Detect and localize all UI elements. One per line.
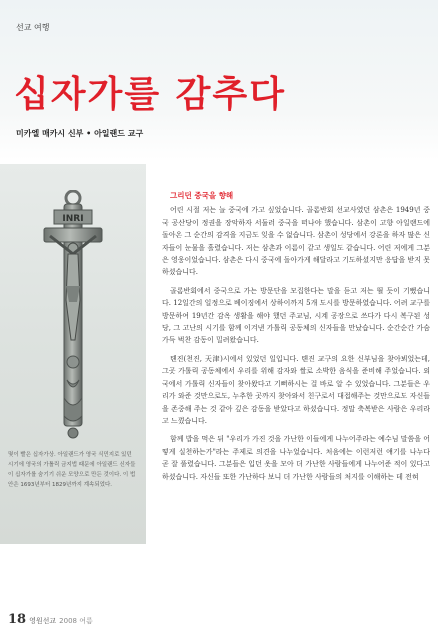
paragraph: 톈진(천진, 天津)시에서 있었던 일입니다. 톈진 교구의 요한 신부님을 찾아뵈었는데, 그곳 가톨릭 공동체에서 우리를 위해 감자와 쌀로 소박한 음식을 준비해 주었습니다. 외국에서 가톨릭 신자들이 찾아왔다고 기뻐하시는 걸 바로 알 수 있었습니다. 그분들은 우리가 와준 것만으로도, 누추한 곳까지 찾아와서 친구로서 대접해주는 것만으로도 자신들을 존중해 주는 것 같아 깊은 감동을 받았다고 하셨습니다. 정말 축복받은 사람은 우리라고 느꼈습니다. <box>162 354 430 425</box>
magazine-name: 영원선교 <box>29 617 57 625</box>
crucifix-image <box>40 190 106 440</box>
article-body <box>162 190 430 489</box>
article-subheading: 그리던 중국을 향해 <box>170 191 234 200</box>
magazine-issue: 2008 여름 <box>59 617 93 625</box>
article-title: 십자가를 감추다 <box>14 74 286 115</box>
paragraph: 함께 밥을 먹은 뒤 "우리가 가진 것을 가난한 이들에게 나누어주라는 예수님 말씀을 어떻게 실천하는가"라는 주제로 의견을 나누었습니다. 처음에는 이런저런 얘기를 나누다 곧 잘 풀렸습니다. 그분들은 입던 옷을 모아 더 가난한 사람들에게 나누어준 적이 있다고 하셨습니다. 자신들 또한 가난하다 보니 더 가난한 사람들의 처지를 이해하는 데 전혀 <box>162 435 430 481</box>
photo-caption: 몇이 빨은 십자가상. 아일랜드가 영국 식민지로 있던 시기에 영국의 가톨릭 금지법 때문에 아일랜드 신자들이 십자가를 숨기기 쉬운 모양으로 만든 것이다. 이 법안은 1693년부터 1829년까지 계속되었다. <box>8 452 136 488</box>
inri-plaque: INRI <box>62 214 84 224</box>
paragraph: 어린 시절 저는 늘 중국에 가고 싶었습니다. 골롬반회 선교사였던 삼촌은 1949년 중국 공산당이 정권을 장악하자 서둘러 중국을 떠나야 했습니다. 삼촌이 고향 아일랜드에 돌아온 그 순간의 감격을 지금도 잊을 수 없습니다. 삼촌이 성당에서 강론을 하자 많은 신자들이 눈물을 흘렸습니다. 저는 삼촌과 이름이 같고 생일도 같습니다. 어린 저에게 그분은 영웅이었습니다. 삼촌은 다시 중국에 돌아가게 해달라고 기도하셨지만 응답을 받지 못하셨습니다. <box>162 206 430 277</box>
section-label: 선교 여행 <box>16 23 50 32</box>
author-byline: 미카엘 매카시 신부 • 아일랜드 교구 <box>16 129 144 138</box>
paragraph: 골롬반회에서 중국으로 가는 방문단을 모집한다는 말을 듣고 저는 뛸 듯이 기뻤습니다. 12일간의 일정으로 베이징에서 상하이까지 5개 도시를 방문하였습니다. 어려 교구를 방문하여 19년간 감옥 생활을 해야 했던 주교님, 시계 공장으로 쓰다가 다시 복구된 성당, 그 고난의 시기를 함께 이겨낸 가톨릭 공동체의 신자들을 만났습니다. 순간순간 가슴 가득 벅찬 감동이 밀려왔습니다. <box>162 286 430 345</box>
page-footer <box>8 612 93 627</box>
page-number: 18 <box>8 612 27 627</box>
